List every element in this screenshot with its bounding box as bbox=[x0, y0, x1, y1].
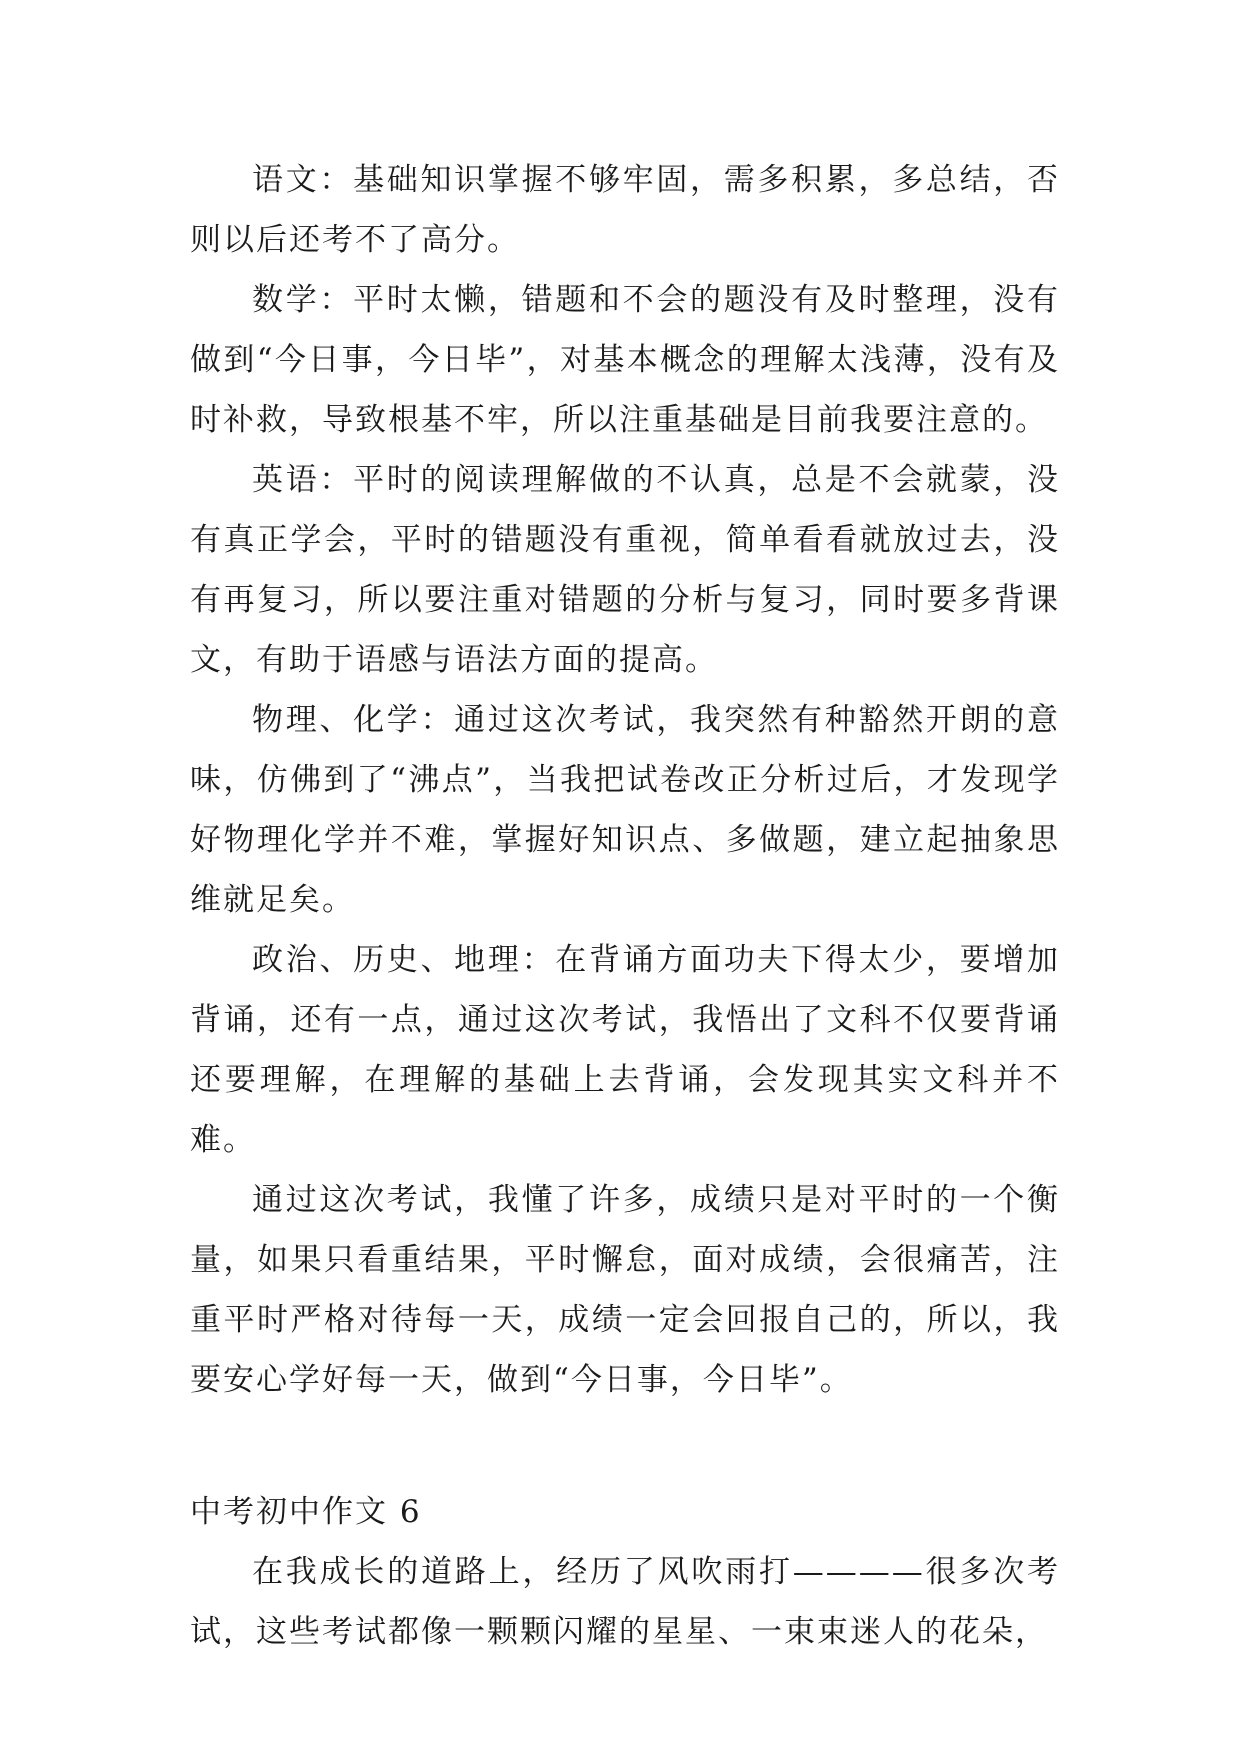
paragraph-politics-history-geography: 政治、历史、地理：在背诵方面功夫下得太少，要增加背诵，还有一点，通过这次考试，我悟出了文科不仅要背诵还要理解，在理解的基础上去背诵，会发现其实文科并不难。 bbox=[190, 942, 1060, 1158]
document-page bbox=[190, 150, 1060, 1662]
paragraph-section-intro: 在我成长的道路上，经历了风吹雨打————很多次考试，这些考试都像一颗颗闪耀的星星、一束束迷人的花朵， bbox=[190, 1554, 1060, 1650]
section-heading: 中考初中作文 6 bbox=[190, 1494, 422, 1530]
paragraph-physics-chemistry: 物理、化学：通过这次考试，我突然有种豁然开朗的意味，仿佛到了“沸点”，当我把试卷改正分析过后，才发现学好物理化学并不难，掌握好知识点、多做题，建立起抽象思维就足矣。 bbox=[190, 702, 1060, 918]
paragraph-math: 数学：平时太懒，错题和不会的题没有及时整理，没有做到“今日事，今日毕”，对基本概念的理解太浅薄，没有及时补救，导致根基不牢，所以注重基础是目前我要注意的。 bbox=[190, 282, 1060, 438]
paragraph-chinese: 语文：基础知识掌握不够牢固，需多积累，多总结，否则以后还考不了高分。 bbox=[190, 162, 1060, 258]
paragraph-english: 英语：平时的阅读理解做的不认真，总是不会就蒙，没有真正学会，平时的错题没有重视，简单看看就放过去，没有再复习，所以要注重对错题的分析与复习，同时要多背课文，有助于语感与语法方面的提高。 bbox=[190, 462, 1060, 678]
paragraph-conclusion: 通过这次考试，我懂了许多，成绩只是对平时的一个衡量，如果只看重结果，平时懈怠，面对成绩，会很痛苦，注重平时严格对待每一天，成绩一定会回报自己的，所以，我要安心学好每一天，做到“今日事，今日毕”。 bbox=[190, 1182, 1060, 1398]
